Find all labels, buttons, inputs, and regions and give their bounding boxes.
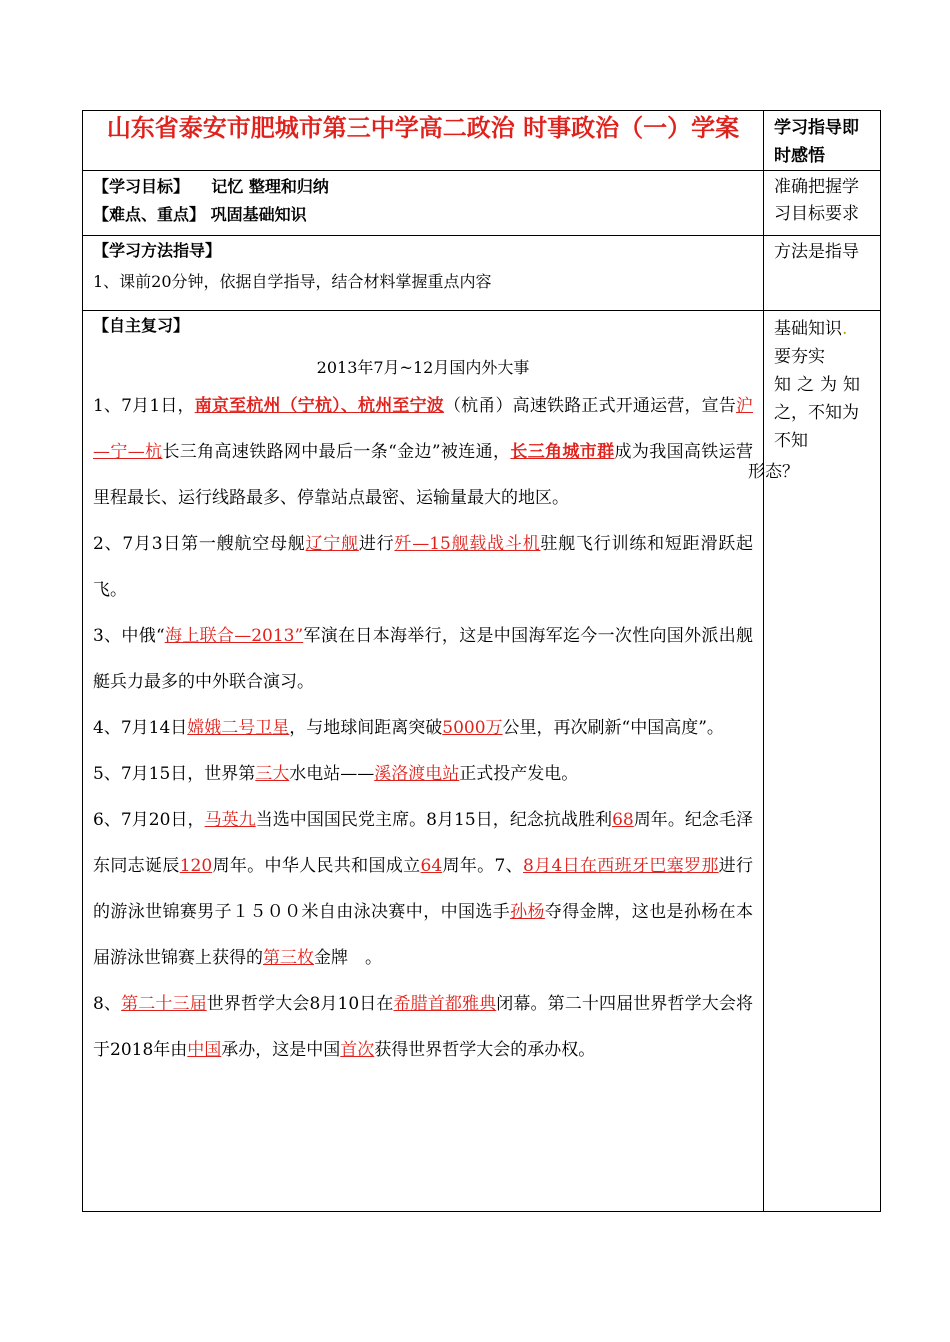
review-row [83, 311, 881, 1212]
learning-goal: 【学习目标】 记忆 整理和归纳 [93, 177, 329, 196]
highlighted-term: 8月4日在西班牙巴塞罗那 [523, 856, 719, 876]
highlighted-term: 首次 [340, 1040, 375, 1060]
goals-side-note: 准确把握学习目标要求 [774, 177, 859, 224]
item-text: 周年。纪念毛泽东同志诞辰 [93, 810, 754, 876]
highlighted-term: 120 [179, 856, 213, 876]
highlighted-term: 三大 [255, 764, 290, 784]
method-side-cell [764, 236, 881, 311]
side-line-4: 之，不知为 [774, 403, 859, 423]
item-text: 周年。7、 [442, 856, 523, 876]
goals-side-cell [764, 171, 881, 236]
item-text: 军演在日本海举行，这是中国海军迄今一次性向国外派出舰艇兵力最多的中外联合演习。 [93, 626, 753, 692]
item-text: 世界哲学大会8月10日在 [206, 994, 394, 1014]
key-points: 【难点、重点】 巩固基础知识 [93, 205, 307, 224]
highlighted-term: 68 [612, 810, 634, 830]
item-text: 5、7月15日，世界第 [93, 764, 256, 784]
item-text: 8、 [93, 994, 122, 1014]
item-text: 长三角高速铁路网中最后一条“金边”被连通， [162, 442, 511, 462]
review-item [83, 383, 763, 521]
title-row [83, 111, 881, 171]
goals-cell [83, 171, 764, 236]
item-text: 水电站—— [289, 764, 375, 784]
review-side-cell [764, 311, 881, 1212]
item-text: 4、7月14日 [93, 718, 188, 738]
title-cell [83, 111, 764, 171]
study-guide-table [82, 110, 881, 1212]
review-item [83, 705, 763, 751]
item-text: 周年。中华人民共和国成立 [212, 856, 421, 876]
item-text: 当选中国国民党主席。8月15日，纪念抗战胜利 [255, 810, 613, 830]
item-text: 承办，这是中国 [221, 1040, 341, 1060]
item-text: 进行的游泳世锦赛男子１５００米自由泳决赛中，中国选手 [93, 856, 754, 922]
item-text: 闭幕。第二十四届世界哲学大会将于2018年由 [93, 994, 754, 1060]
review-item [83, 751, 763, 797]
item-text: 金牌 。 [314, 948, 382, 968]
item-text: （杭甬）高速铁路正式开通运营，宣告 [443, 396, 737, 416]
highlighted-term: 长三角城市群 [510, 442, 615, 462]
review-item [83, 613, 763, 705]
item-text: 公里，再次刷新“中国高度”。 [502, 718, 724, 738]
item-text: 夺得金牌，这也是孙杨在本届游泳世锦赛上获得的 [93, 902, 754, 968]
review-title: 2013年7月~12月国内外大事 [316, 358, 530, 377]
review-item [83, 797, 763, 981]
highlighted-term: 中国 [187, 1040, 222, 1060]
item-text: 成为我国高铁运营里程最长、运行线路最多、停靠站点最密、运输量最大的地区。 [93, 442, 754, 508]
side-line-6: 形态？ [748, 462, 799, 482]
highlighted-term: 孙杨 [510, 902, 545, 922]
item-text: 获得世界哲学大会的承办权。 [374, 1040, 596, 1060]
highlighted-term: 沪—宁—杭 [93, 396, 754, 462]
review-heading: 【自主复习】 [93, 316, 190, 335]
review-side-note [764, 311, 880, 455]
side-line-1: 基础知识 [774, 319, 842, 339]
highlighted-term: 嫦娥二号卫星 [187, 718, 290, 738]
highlighted-term: 第三枚 [263, 948, 314, 968]
item-text: ，与地球间距离突破 [289, 718, 443, 738]
side-line-2: 要夯实 [774, 347, 825, 367]
highlighted-term: 5000万 [442, 718, 503, 738]
review-item [83, 521, 763, 613]
method-text: 1、课前20分钟，依据自学指导，结合材料掌握重点内容 [93, 272, 492, 291]
highlighted-term: 溪洛渡电站 [374, 764, 460, 784]
highlighted-term: 第二十三届 [121, 994, 207, 1014]
item-text: 6、7月20日， [93, 810, 205, 830]
highlighted-term: 64 [420, 856, 443, 876]
side-dot: . [842, 319, 848, 339]
item-text: 驻舰飞行训练和短距滑跃起飞。 [93, 534, 754, 600]
side-title-cell [764, 111, 881, 171]
document-title: 山东省泰安市肥城市第三中学高二政治 时事政治（一）学案 [106, 113, 740, 142]
item-text: 3、中俄“ [93, 626, 165, 646]
side-line-3: 知之为知 [774, 375, 866, 395]
method-row [83, 236, 881, 311]
side-line-5: 不知 [774, 431, 808, 451]
review-cell [83, 311, 764, 1212]
review-items [83, 383, 763, 1073]
method-side-note: 方法是指导 [774, 242, 859, 262]
highlighted-term: 辽宁舰 [305, 534, 359, 554]
highlighted-term: 马英九 [204, 810, 256, 830]
highlighted-term: 希腊首都雅典 [393, 994, 497, 1014]
item-text: 1、7月1日， [93, 396, 195, 416]
highlighted-term: 海上联合—2013” [164, 626, 304, 646]
item-text: 2、7月3日第一艘航空母舰 [93, 534, 306, 554]
item-text: 正式投产发电。 [459, 764, 579, 784]
item-text: 进行 [358, 534, 395, 554]
side-column-title: 学习指导即时感悟 [774, 118, 859, 166]
method-heading: 【学习方法指导】 [93, 241, 222, 260]
highlighted-term: 南京至杭州（宁杭）、杭州至宁波 [194, 396, 444, 416]
method-cell [83, 236, 764, 311]
goals-row [83, 171, 881, 236]
highlighted-term: 歼—15舰载战斗机 [394, 534, 541, 554]
review-item [83, 981, 763, 1073]
